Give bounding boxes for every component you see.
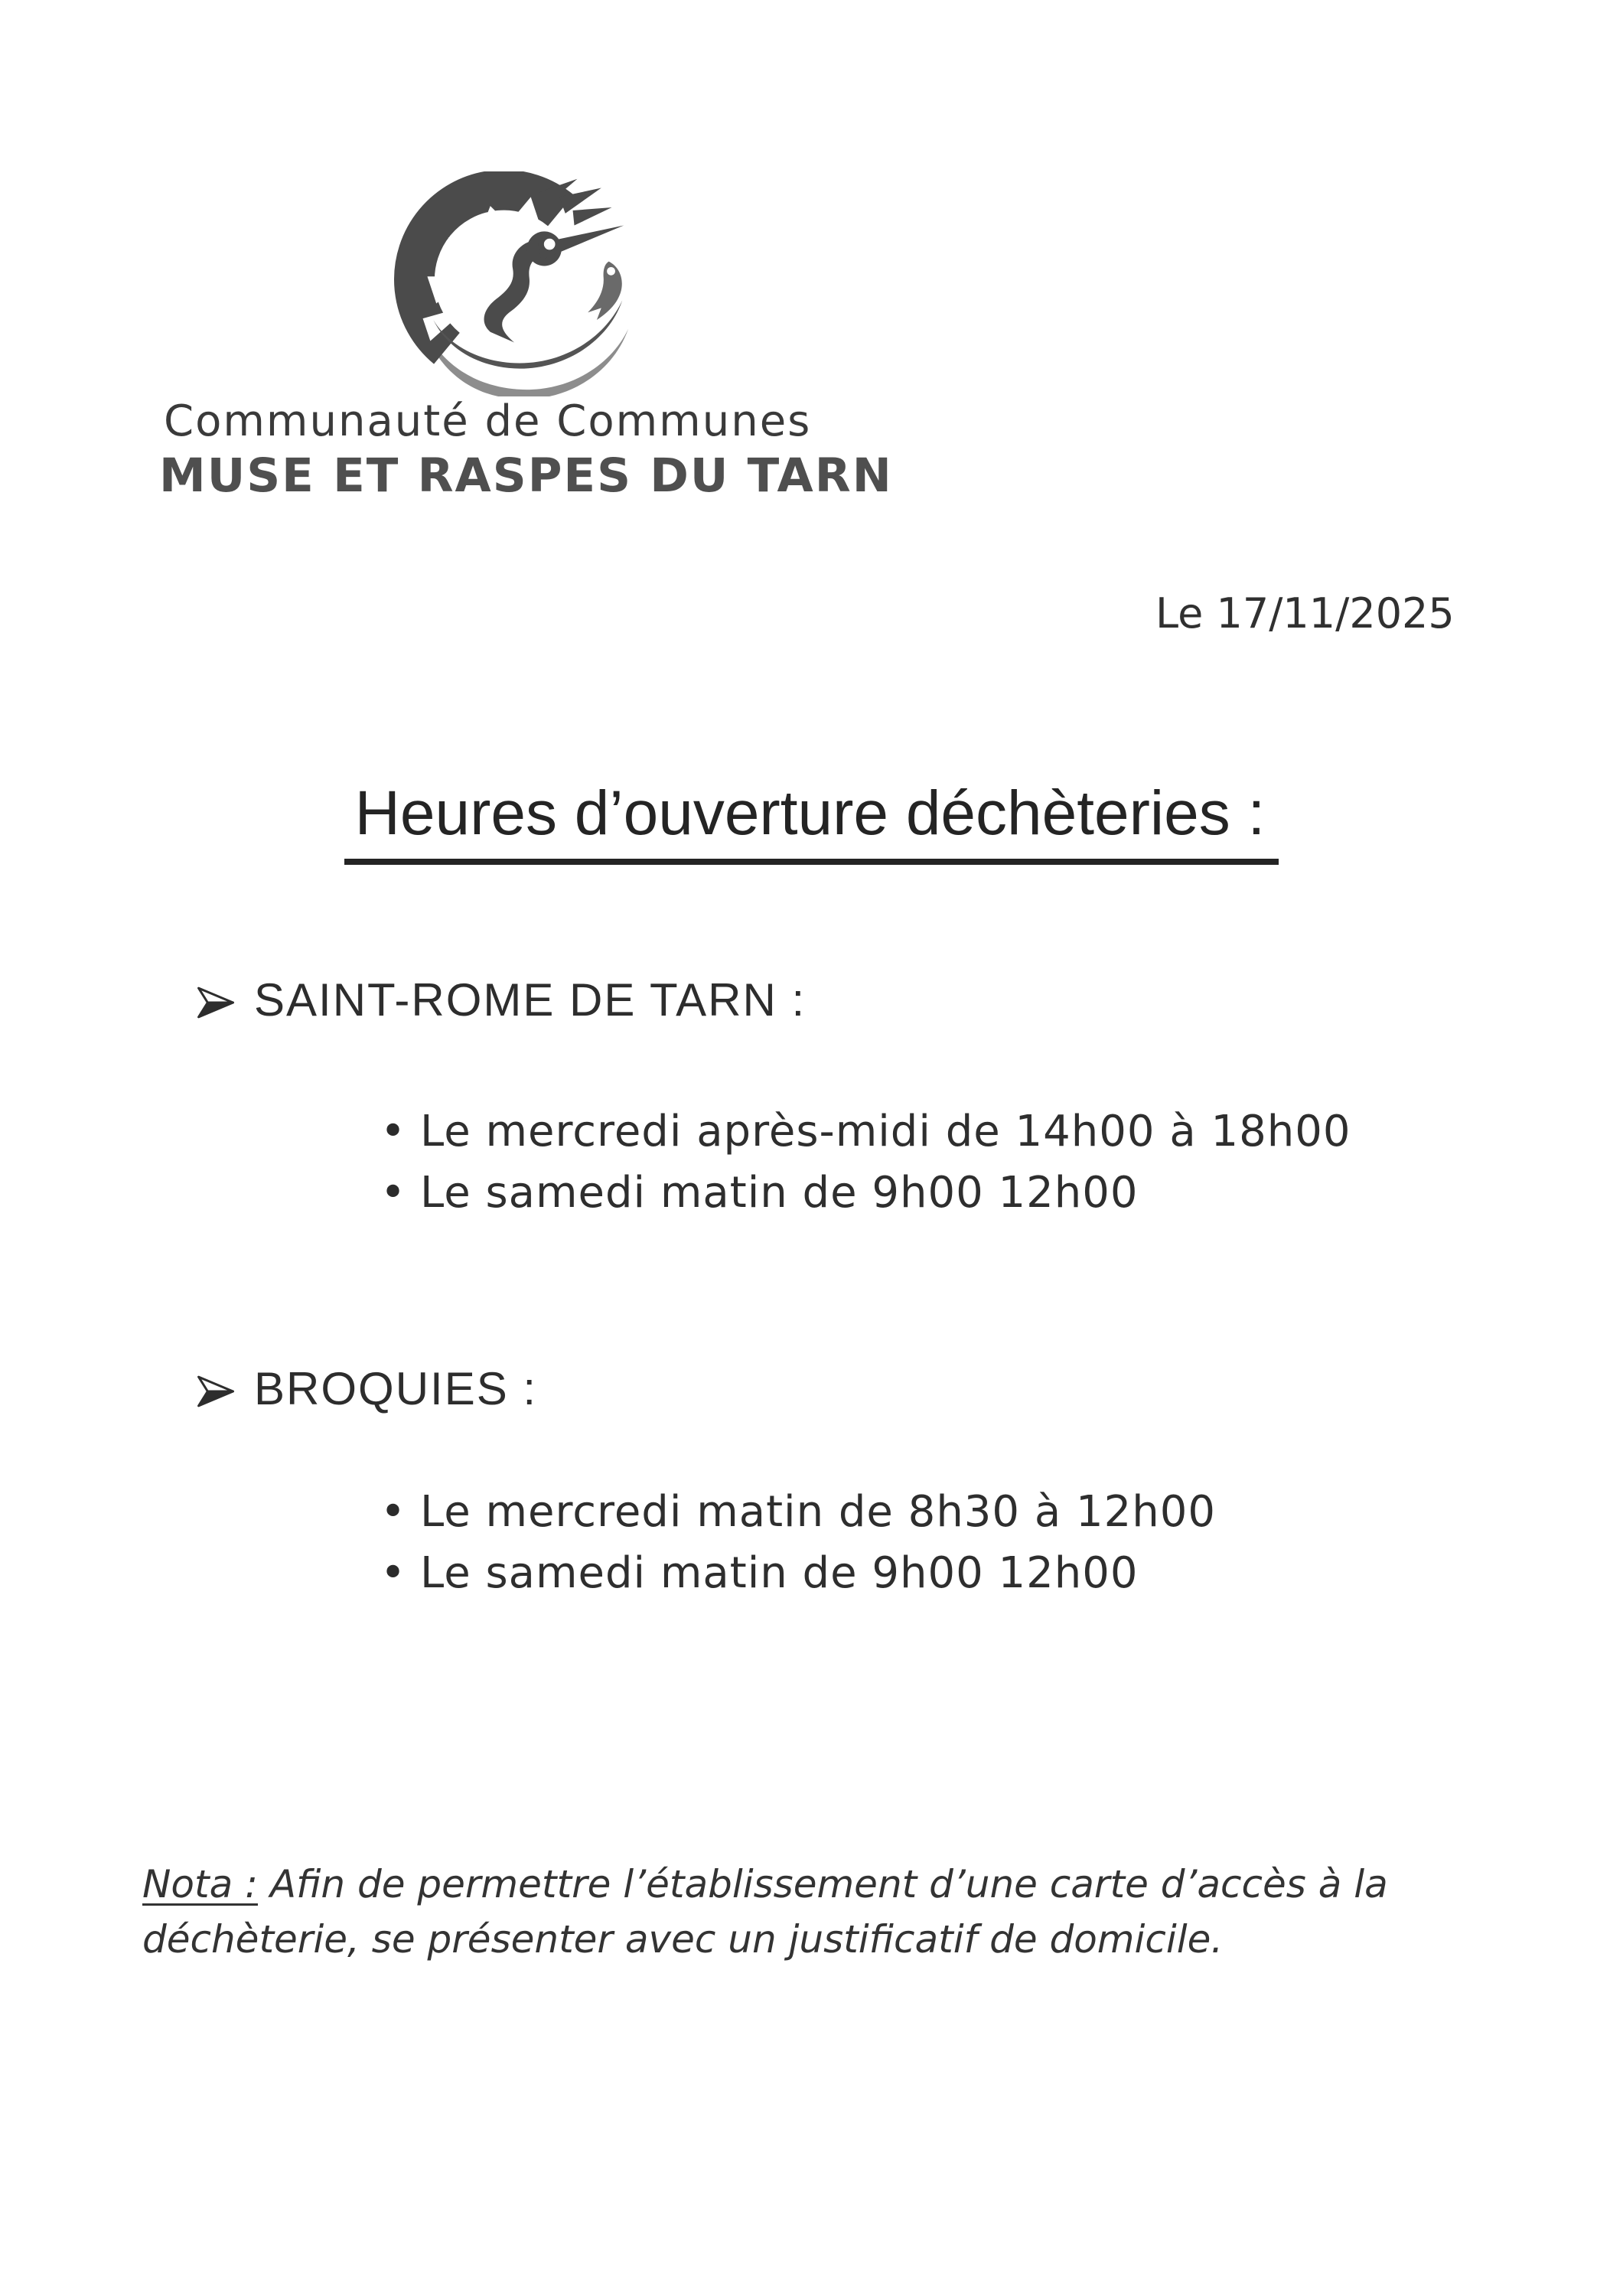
heron-fish-logo-icon — [383, 171, 655, 396]
arrowhead-right-icon — [196, 985, 236, 1020]
section-heading-label: SAINT-ROME DE TARN : — [254, 974, 807, 1026]
document-date: Le 17/11/2025 — [1155, 589, 1455, 638]
bullet-dot-icon: • — [380, 1107, 407, 1156]
section-heading-saint-rome — [196, 974, 806, 1026]
arrowhead-right-icon — [196, 1374, 236, 1409]
list-item — [380, 1548, 1139, 1599]
bullet-dot-icon: • — [380, 1548, 407, 1598]
org-name-line2: MUSE ET RASPES DU TARN — [159, 448, 893, 503]
list-item-text: Le samedi matin de 9h00 12h00 — [420, 1168, 1139, 1218]
section-heading-label: BROQUIES : — [254, 1363, 538, 1414]
document-title: Heures d’ouverture déchèteries : — [344, 778, 1279, 865]
list-item — [380, 1107, 1351, 1157]
nota-paragraph — [142, 1857, 1451, 1967]
org-name-line1: Communauté de Communes — [164, 396, 812, 446]
nota-text: Afin de permettre l’établissement d’une carte d’accès à la déchèterie, se présenter avec un justificatif de domicile. — [142, 1862, 1388, 1962]
nota-label: Nota : — [142, 1862, 258, 1906]
section-heading-broquies — [196, 1362, 537, 1415]
bullet-dot-icon: • — [380, 1168, 407, 1218]
list-item-text: Le samedi matin de 9h00 12h00 — [420, 1548, 1139, 1598]
list-item-text: Le mercredi après-midi de 14h00 à 18h00 — [420, 1107, 1351, 1156]
bullet-dot-icon: • — [380, 1487, 407, 1537]
list-item-text: Le mercredi matin de 8h30 à 12h00 — [420, 1487, 1216, 1537]
list-item — [380, 1168, 1139, 1218]
list-item — [380, 1487, 1216, 1538]
title-wrap — [0, 778, 1623, 865]
